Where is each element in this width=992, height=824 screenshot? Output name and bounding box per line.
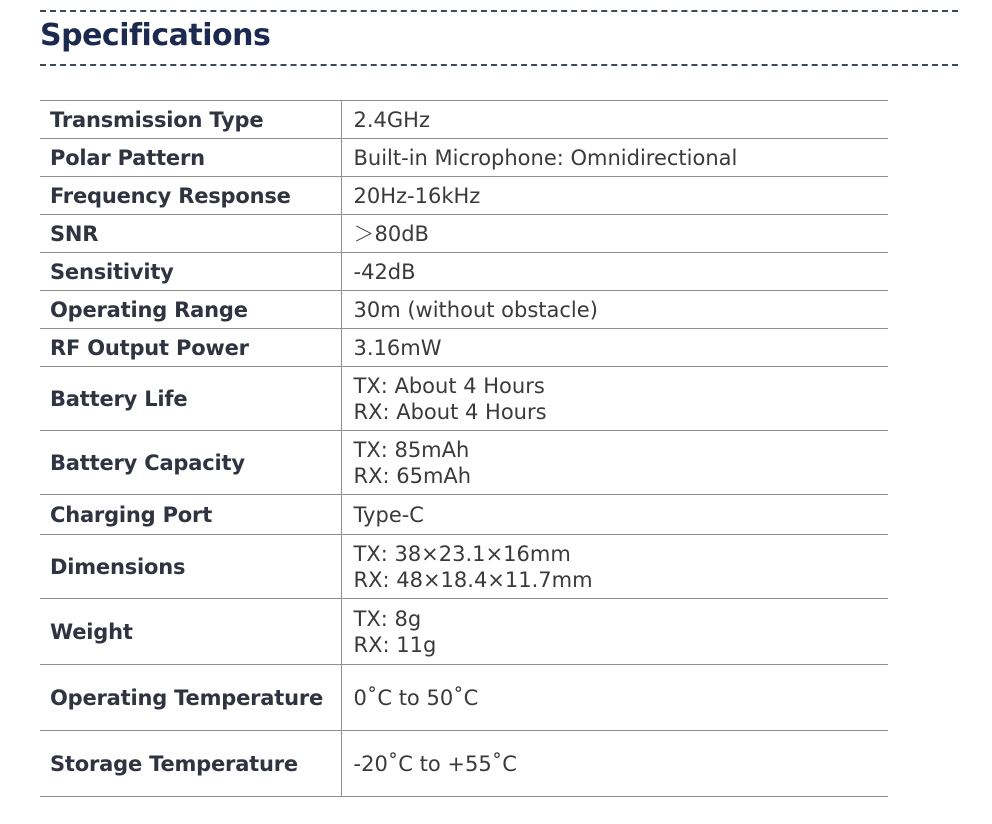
spec-value-line: TX: About 4 Hours [353,373,545,398]
spec-value [341,731,888,797]
spec-label: Charging Port [40,495,341,535]
spec-value [341,329,888,367]
spec-value-line: 30m (without obstacle) [353,297,598,322]
spec-value [341,177,888,215]
spec-value-line: -42dB [353,259,416,284]
spec-value-line: 0˚C to 50˚C [353,685,479,710]
spec-value [341,139,888,177]
table-row [40,731,888,797]
spec-value-line: TX: 85mAh [353,437,470,462]
table-row [40,665,888,731]
spec-value-line: 2.4GHz [353,107,430,132]
spec-label: Battery Life [40,367,341,431]
table-row [40,495,888,535]
spec-value [341,367,888,431]
spec-label: Dimensions [40,535,341,599]
spec-value [341,535,888,599]
table-row [40,177,888,215]
spec-value [341,215,888,253]
spec-value-line: ＞80dB [353,221,429,246]
spec-value-line: 20Hz-16kHz [353,183,481,208]
spec-value-line: Built-in Microphone: Omnidirectional [353,145,738,170]
spec-label: Weight [40,599,341,665]
spec-value-line: TX: 8g [353,606,422,631]
spec-value [341,253,888,291]
spec-label: Transmission Type [40,101,341,139]
spec-label: Battery Capacity [40,431,341,495]
spec-value [341,291,888,329]
table-row [40,599,888,665]
spec-value-line: RX: 11g [353,632,437,657]
table-row [40,215,888,253]
table-row [40,329,888,367]
spec-value-line: -20˚C to +55˚C [353,751,517,776]
bottom-dashed-divider [40,64,958,66]
table-row [40,431,888,495]
spec-label: Operating Range [40,291,341,329]
table-row [40,535,888,599]
spec-label: Storage Temperature [40,731,341,797]
spec-value [341,101,888,139]
table-row [40,101,888,139]
spec-value [341,495,888,535]
spec-label: Frequency Response [40,177,341,215]
spec-value-line: RX: 65mAh [353,463,472,488]
spec-value-line: RX: About 4 Hours [353,399,547,424]
spec-value-line: TX: 38×23.1×16mm [353,541,571,566]
spec-value-line: Type-C [353,502,424,527]
top-dashed-divider [40,10,958,12]
table-row [40,139,888,177]
specifications-table [40,100,888,797]
table-row [40,367,888,431]
spec-value [341,665,888,731]
table-row [40,253,888,291]
spec-value [341,431,888,495]
spec-value-line: 3.16mW [353,335,442,360]
spec-label: Operating Temperature [40,665,341,731]
spec-value [341,599,888,665]
page-title: Specifications [40,18,271,53]
spec-value-line: RX: 48×18.4×11.7mm [353,567,593,592]
spec-label: Sensitivity [40,253,341,291]
spec-label: SNR [40,215,341,253]
table-row [40,291,888,329]
spec-label: Polar Pattern [40,139,341,177]
spec-label: RF Output Power [40,329,341,367]
